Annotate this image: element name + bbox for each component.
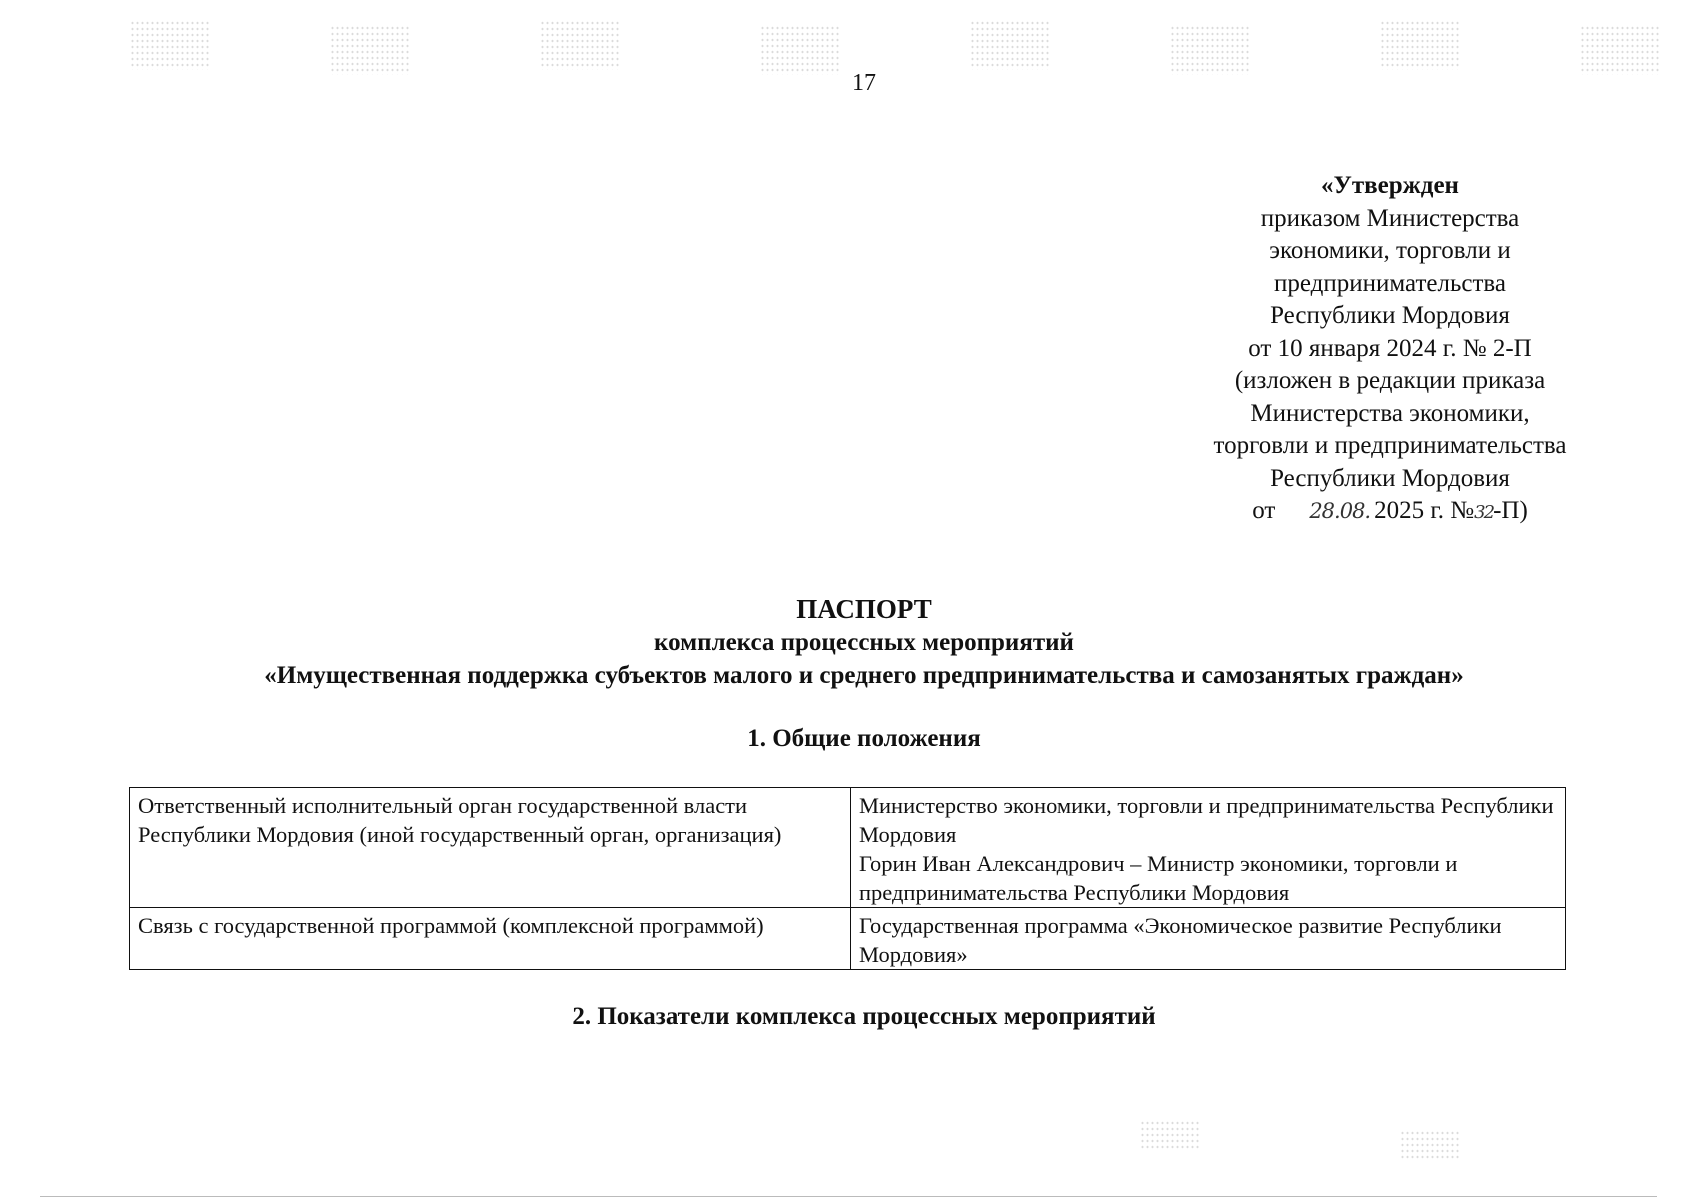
approval-line: «Утвержден: [1321, 172, 1459, 199]
approval-line: экономики, торговли и: [1269, 237, 1511, 264]
document-title-block: [0, 592, 1697, 692]
document-subtitle-program: «Имущественная поддержка субъектов малого и среднего предпринимательства и самозанятых граждан»: [264, 662, 1464, 689]
section-heading-indicators: 2. Показатели комплекса процессных мероприятий: [572, 1003, 1156, 1030]
approval-line: от 10 января 2024 г. № 2-П: [1248, 334, 1532, 362]
approval-date-prefix: от: [1252, 497, 1276, 524]
scan-noise: [1580, 25, 1660, 75]
table-cell-label: Ответственный исполнительный орган государственной власти Республики Мордовия (иной государственный орган, организация): [130, 788, 851, 908]
value-line: Государственная программа «Экономическое развитие Республики Мордовия»: [859, 913, 1502, 967]
approval-stamp-block: [1180, 170, 1600, 530]
approval-line: (изложен в редакции приказа: [1234, 367, 1546, 394]
section-heading-general: 1. Общие положения: [747, 725, 981, 752]
scan-noise: [330, 25, 410, 75]
approval-line: торговли и предпринимательства: [1213, 432, 1567, 459]
value-line: Горин Иван Александрович – Министр экономики, торговли и предпринимательства Республики Мордовия: [859, 851, 1458, 905]
approval-date-line: [1180, 495, 1600, 530]
approval-line: Республики Мордовия: [1270, 464, 1510, 492]
scan-noise: [540, 20, 620, 70]
scan-noise: [760, 25, 840, 75]
scan-noise: [1170, 25, 1250, 75]
value-line: Министерство экономики, торговли и предпринимательства Республики Мордовия: [859, 793, 1554, 847]
scan-edge-line: [40, 1196, 1657, 1197]
approval-date-middle: 2025 г. №: [1374, 497, 1475, 524]
table-cell-value: [851, 908, 1566, 970]
scan-noise: [1140, 1120, 1200, 1150]
scan-noise: [1380, 20, 1460, 70]
page-number: 17: [852, 70, 876, 96]
table-row: [130, 908, 1566, 970]
table-cell-value: [851, 788, 1566, 908]
scan-noise: [130, 20, 210, 70]
document-subtitle: комплекса процессных мероприятий: [654, 629, 1074, 656]
approval-line: приказом Министерства: [1260, 204, 1520, 232]
approval-line: предпринимательства: [1274, 269, 1506, 297]
table-cell-label: Связь с государственной программой (комплексной программой): [130, 908, 851, 970]
approval-line: Республики Мордовия: [1270, 302, 1510, 329]
document-title: ПАСПОРТ: [796, 594, 932, 624]
handwritten-date: 28.08.: [1309, 499, 1371, 523]
scan-noise: [1400, 1130, 1460, 1160]
general-info-table: [129, 787, 1566, 970]
table-row: [130, 788, 1566, 908]
approval-line: Министерства экономики,: [1250, 399, 1530, 427]
handwritten-number: 32: [1474, 502, 1494, 523]
scan-noise: [970, 20, 1050, 70]
approval-date-suffix: -П): [1493, 497, 1528, 524]
